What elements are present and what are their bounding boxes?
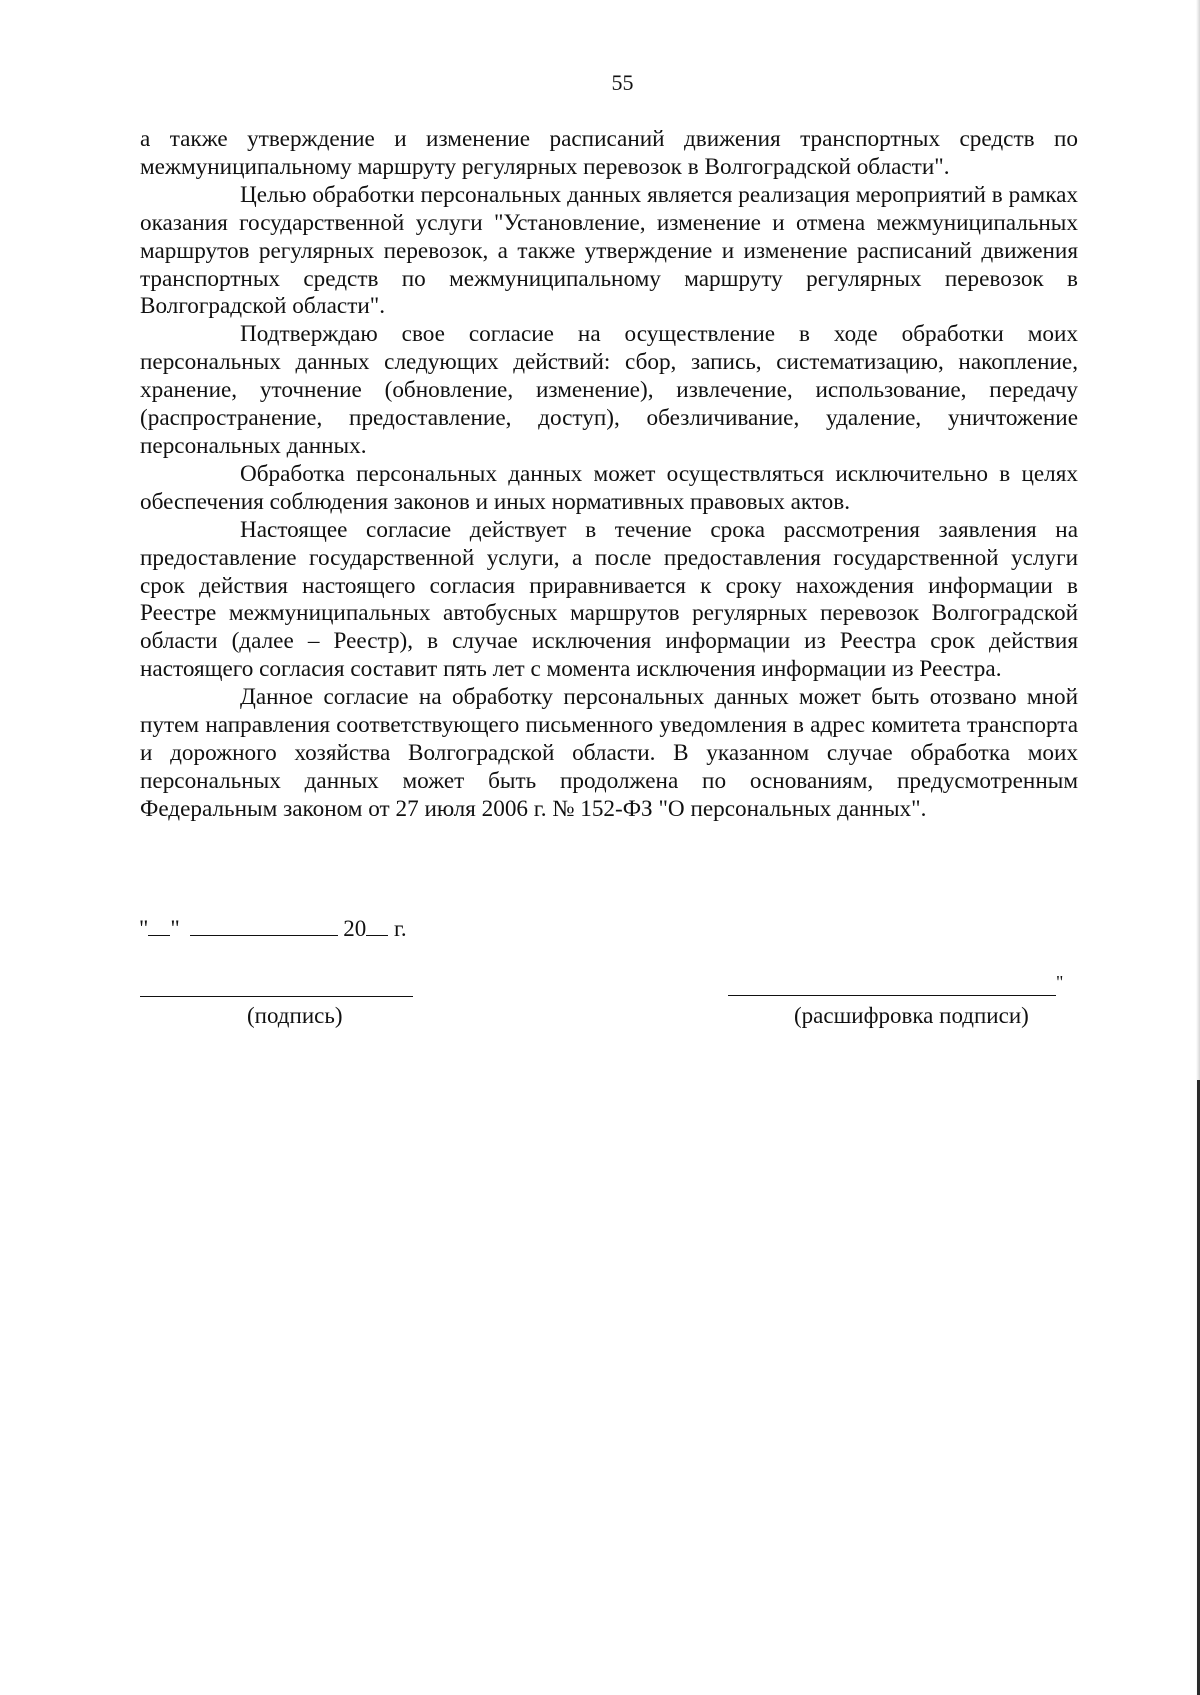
date-close-quote: " <box>170 916 180 941</box>
paragraph-consent-actions: Подтверждаю свое согласие на осуществление в ходе обработки моих персональных данных следующих действий: сбор, запись, систематизацию, накопление, хранение, уточнение (обновление, изменение), извлечение, использование, передачу (распространение, предоставление, доступ), обезличивание, удаление, уничтожение персональных данных. <box>140 321 1078 459</box>
page-number: 55 <box>611 70 634 95</box>
signature-decoding-trailing-mark: " <box>1056 972 1064 992</box>
paragraph-purpose: Целью обработки персональных данных является реализация мероприятий в рамках оказания государственной услуги "Установление, изменение и отмена межмуниципальных маршрутов регулярных перевозок, а также утверждение и изменение расписаний движения транспортных средств по межмуниципальному маршруту регулярных перевозок в Волгоградской области". <box>140 181 1078 320</box>
signature-line <box>140 996 413 997</box>
date-open-quote: " <box>139 916 149 941</box>
paragraph-validity: Настоящее согласие действует в течение срока рассмотрения заявления на предоставление государственной услуги, а после предоставления государственной услуги срок действия настоящего согласия приравнивается к сроку нахождения информации в Реестре межмуниципальных автобусных маршрутов регулярных перевозок Волгоградской области (далее – Реестр), в случае исключения информации из Реестра срок действия настоящего согласия составит пять лет с момента исключения информации из Реестра. <box>140 516 1078 683</box>
date-line <box>139 915 407 943</box>
paragraph-processing-scope: Обработка персональных данных может осуществляться исключительно в целях обеспечения соблюдения законов и иных нормативных правовых актов. <box>140 460 1078 515</box>
paragraph-revocation: Данное согласие на обработку персональных данных может быть отозвано мной путем направления соответствующего письменного уведомления в адрес комитета транспорта и дорожного хозяйства Волгоградской области. В указанном случае обработка моих персональных данных может быть продолжена по основаниям, предусмотренным Федеральным законом от 27 июля 2006 г. № 152-ФЗ "О персональных данных". <box>140 684 1078 822</box>
paragraph-continuation: а также утверждение и изменение расписаний движения транспортных средств по межмуниципальному маршруту регулярных перевозок в Волгоградской области". <box>140 126 1078 180</box>
year-blank <box>366 915 388 936</box>
document-body <box>140 126 1078 824</box>
year-suffix: г. <box>394 916 407 941</box>
signature-caption: (подпись) <box>247 1003 343 1028</box>
signature-decoding-line <box>728 995 1056 996</box>
signature-decoding-caption: (расшифровка подписи) <box>794 1003 1029 1028</box>
month-blank <box>190 915 338 936</box>
year-prefix: 20 <box>343 916 367 941</box>
day-blank <box>148 915 170 936</box>
